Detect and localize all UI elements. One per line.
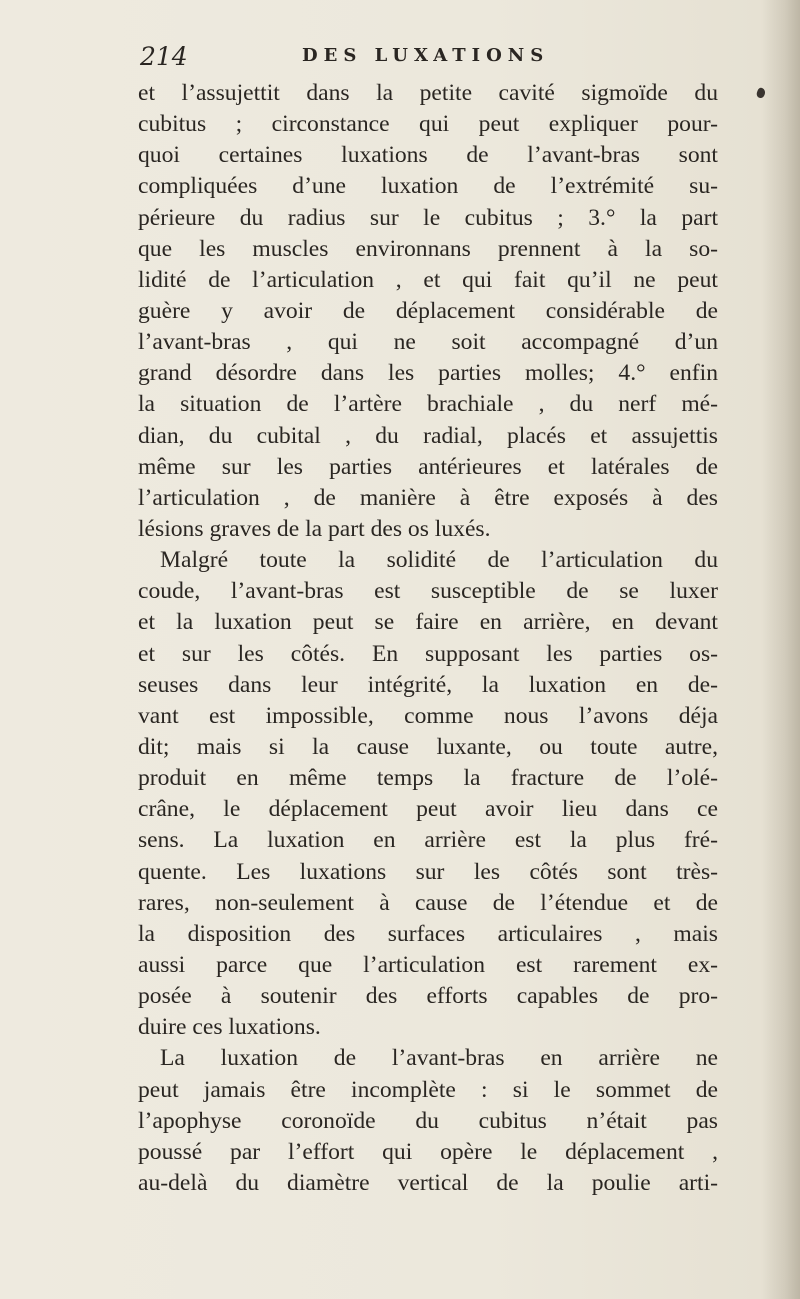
text-line: guère y avoir de déplacement considérable de bbox=[138, 297, 718, 324]
text-line: crâne, le déplacement peut avoir lieu dans ce bbox=[138, 796, 718, 823]
text-line: même sur les parties antérieures et latérales de bbox=[138, 453, 718, 480]
text-line: et sur les côtés. En supposant les parties os- bbox=[138, 640, 718, 667]
text-line: périeure du radius sur le cubitus ; 3.° la part bbox=[138, 204, 718, 231]
text-line: au-delà du diamètre vertical de la poulie arti- bbox=[138, 1169, 718, 1196]
text-line: duire ces luxations. bbox=[138, 1014, 321, 1041]
text-line: l’apophyse coronoïde du cubitus n’était pas bbox=[138, 1107, 718, 1134]
text-line: l’articulation , de manière à être exposés à des bbox=[138, 484, 718, 511]
page-header bbox=[140, 42, 660, 76]
text-line: la situation de l’artère brachiale , du nerf mé- bbox=[138, 391, 718, 418]
text-line: dit; mais si la cause luxante, ou toute autre, bbox=[138, 733, 718, 760]
text-line: et la luxation peut se faire en arrière, en devant bbox=[138, 609, 718, 636]
text-line: grand désordre dans les parties molles; 4.° enfin bbox=[138, 360, 718, 387]
text-line: vant est impossible, comme nous l’avons déja bbox=[138, 702, 718, 729]
text-line: quoi certaines luxations de l’avant-bras sont bbox=[138, 142, 718, 169]
text-line: dian, du cubital , du radial, placés et assujettis bbox=[138, 422, 718, 449]
text-line: poussé par l’effort qui opère le déplacement , bbox=[138, 1138, 718, 1165]
text-line: aussi parce que l’articulation est rarement ex- bbox=[138, 951, 718, 978]
text-line: peut jamais être incomplète : si le sommet de bbox=[138, 1076, 718, 1103]
text-line: lidité de l’articulation , et qui fait qu’il ne peut bbox=[138, 266, 718, 293]
page-number: 214 bbox=[140, 42, 188, 71]
text-line: rares, non-seulement à cause de l’étendue et de bbox=[138, 889, 718, 916]
text-line: coude, l’avant-bras est susceptible de se luxer bbox=[138, 578, 718, 605]
text-line: Malgré toute la solidité de l’articulation du bbox=[160, 547, 718, 574]
running-head: DES LUXATIONS bbox=[302, 45, 550, 66]
text-line: posée à soutenir des efforts capables de pro- bbox=[138, 983, 718, 1010]
text-line: sens. La luxation en arrière est la plus fré- bbox=[138, 827, 718, 854]
text-line: La luxation de l’avant-bras en arrière ne bbox=[160, 1045, 718, 1072]
text-line: produit en même temps la fracture de l’olé- bbox=[138, 765, 718, 792]
text-line: lésions graves de la part des os luxés. bbox=[138, 515, 491, 542]
text-line: compliquées d’une luxation de l’extrémité su- bbox=[138, 173, 718, 200]
body-text bbox=[138, 78, 718, 1199]
text-line: et l’assujettit dans la petite cavité sigmoïde du bbox=[138, 80, 718, 106]
text-line: seuses dans leur intégrité, la luxation en de- bbox=[138, 671, 718, 698]
page-edge-shadow bbox=[762, 0, 800, 1299]
text-line: la disposition des surfaces articulaires , mais bbox=[138, 920, 718, 947]
text-line: que les muscles environnans prennent à la so- bbox=[138, 235, 718, 262]
text-line: quente. Les luxations sur les côtés sont très- bbox=[138, 858, 718, 885]
text-line: l’avant-bras , qui ne soit accompagné d’un bbox=[138, 329, 718, 356]
text-line: cubitus ; circonstance qui peut expliquer pour- bbox=[138, 111, 718, 138]
